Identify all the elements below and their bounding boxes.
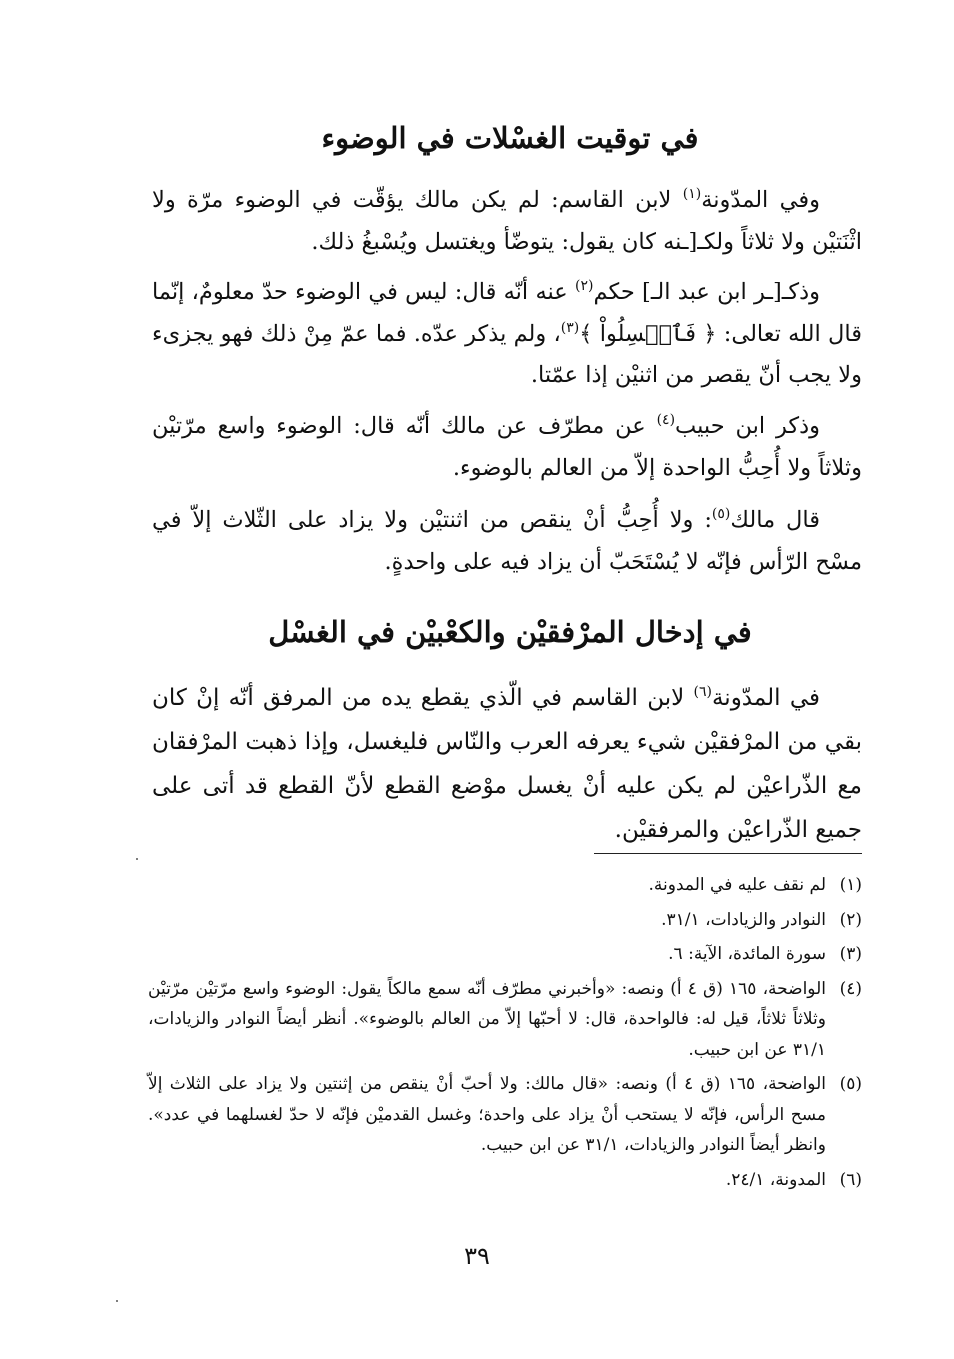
footnote-3 — [148, 939, 862, 970]
paragraph-text: لابن القاسم في الّذي يقطع يده من المرفق أنّه إنْ كان بقي من المرْفقيْن شيء يعرفه العرب والنّاس فليغسل، وإذا ذهبت المرْفقان مع الذّراعيْن لم يكن عليه أنْ يغسل موْضع القطع لأنّ القطع قد أتى على جميع الذّراعيْن والمرفقيْن. — [152, 685, 862, 843]
footnote-text: الواضحة، ١٦٥ (ق ٤ أ) ونصه: «وأخبرني مطرّف أنّه سمع مالكاً يقول: الوضوء واسع مرّتيْن مرّتيْن وثلاثاً ثلاثاً، قيل له: فالواحدة، قال: لا أحبّها إلاّ من العالم بالوضوء». أنظر أيضاً النوادر والزيادات، ٣١/١ عن ابن حبيب. — [148, 978, 826, 1060]
footnote-ref-2[interactable]: (٢) — [575, 278, 594, 294]
paragraph-text: عن مطرّف عن مالك أنّه قال: الوضوء واسع مرّتيْن وثلاثاً ولا أُحِبُّ الواحدة إلاّ من العالم بالوضوء. — [152, 413, 862, 481]
paragraph-3 — [152, 406, 862, 489]
footnote-text: سورة المائدة، الآية: ٦. — [668, 944, 826, 964]
paragraph-text: : ولا أُحِبُّ أنْ ينقص من اثنتيْن ولا يزاد على الثّلاث إلاّ في مسْح الرّأس فإنّه لا يُسْتَحَبّ أن يزاد فيه على واحدةٍ. — [152, 507, 862, 575]
footnote-number: (٣) — [839, 944, 862, 964]
paragraph-text: عنه أنّه قال: ليس في الوضوء حدّ معلومٌ، إنّما قال الله تعالى: ﴿ فَٱغۡسِلُواْ ﴾ — [152, 279, 862, 347]
footnotes — [148, 870, 862, 1199]
section-heading-elbows: في إدخال المرْفقيْن والكعْبيْن في الغسْل — [268, 615, 752, 649]
footnote-number: (٦) — [839, 1169, 862, 1190]
scan-speck — [136, 858, 138, 860]
footnote-2 — [148, 905, 862, 936]
footnote-6 — [148, 1165, 862, 1196]
footnote-4 — [148, 974, 862, 1066]
footnote-text: النوادر والزيادات، ٣١/١. — [661, 909, 826, 930]
paragraph-text: وفي المدّونة — [701, 187, 820, 213]
footnote-separator — [594, 853, 862, 854]
footnote-ref-3[interactable]: (٣) — [560, 319, 580, 336]
footnote-number: (٥) — [839, 1074, 862, 1094]
paragraph-text: لابن القاسم: لم يكن مالك يؤقّت في الوضوء مرّة ولا اثْنَتيْن ولا ثلاثاً ولكـ[ـنه كان يقول: يتوضّأ ويغتسل ويُسْبغُ ذلك. — [152, 187, 862, 255]
footnote-ref-4[interactable]: (٤) — [656, 412, 676, 428]
footnote-text: المدونة، ٢٤/١. — [725, 1169, 826, 1190]
footnote-number: (٤) — [839, 978, 862, 999]
footnote-text: الواضحة، ١٦٥ (ق ٤ أ) ونصه: «قال مالك: ولا أحبّ أنْ ينقص من إثنتين ولا يزاد على الثلاث إلاّ مسح الرأس، فإنّه لا يستحب أنْ يزاد على واحدة؛ وغسل القدميْن فإنّه لا حدّ لغسلهما في عدد». وانظر أيضاً النوادر والزيادات، ٣١/١ عن ابن حبيب. — [148, 1074, 826, 1155]
footnote-text: لم نقف عليه في المدونة. — [648, 875, 826, 895]
paragraph-text: وذكر ابن حبيب — [675, 413, 820, 439]
paragraph-text: قال مالك — [730, 507, 820, 533]
paragraph-text: وذكـ[ـر ابن عبد الـ] حكم — [593, 279, 820, 305]
page-number: ٣٩ — [464, 1242, 490, 1270]
paragraph-1 — [152, 180, 862, 263]
paragraph-5 — [152, 676, 862, 852]
paragraph-text: ، ولم يذكر عدّه. فما عمّ مِنْ ذلك فهو يجزىء ولا يجب أنّ يقصر من اثنيْن إذا عمّتا. — [152, 320, 862, 388]
scan-speck — [116, 1300, 118, 1302]
footnote-number: (١) — [839, 875, 862, 895]
paragraph-text: في المدّونة — [711, 685, 821, 711]
section-heading-timing: في توقيت الغسْلات في الوضوء — [321, 121, 699, 155]
footnote-1 — [148, 870, 862, 901]
footnote-ref-6[interactable]: (٦) — [693, 684, 712, 700]
footnote-number: (٢) — [839, 909, 862, 930]
footnote-5 — [148, 1069, 862, 1161]
paragraph-4 — [152, 500, 862, 583]
footnote-ref-1[interactable]: (١) — [682, 186, 702, 202]
footnote-ref-5[interactable]: (٥) — [711, 506, 731, 522]
paragraph-2 — [152, 272, 862, 397]
